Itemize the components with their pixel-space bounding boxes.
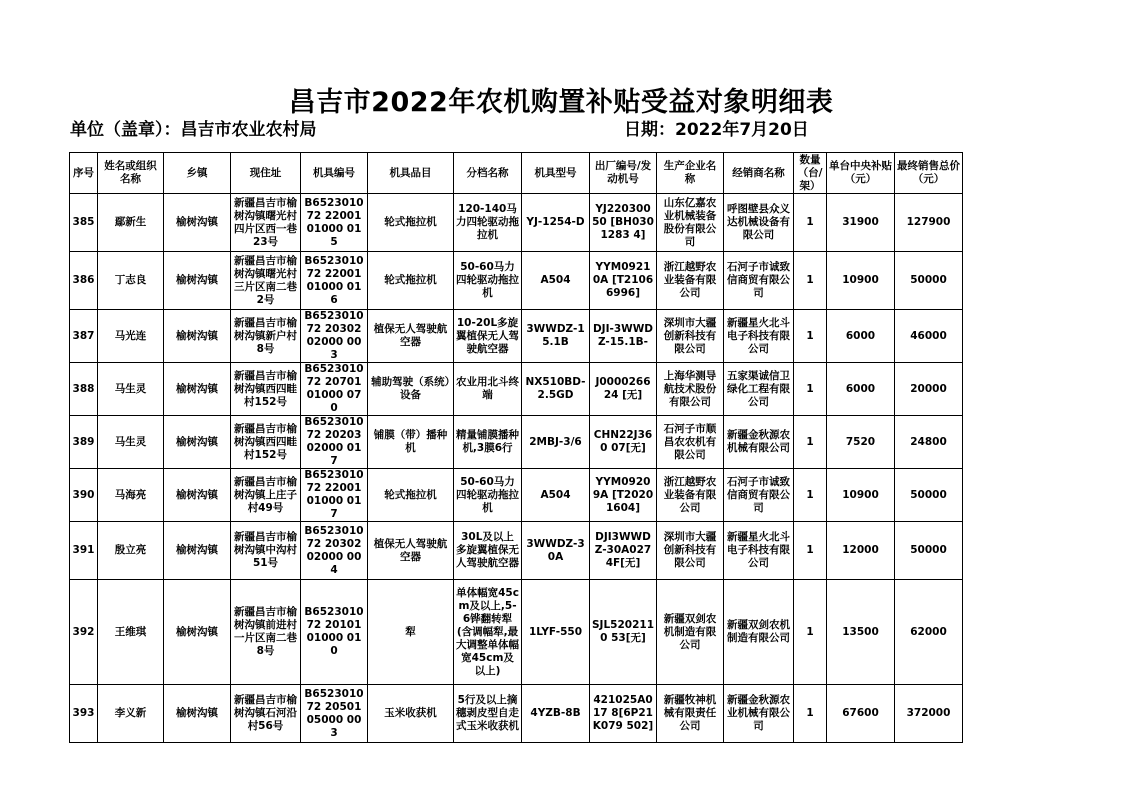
table-cell: 新疆星火北斗电子科技有限公司 bbox=[724, 522, 794, 580]
table-cell: 10900 bbox=[827, 252, 895, 310]
table-cell: 榆树沟镇 bbox=[164, 252, 231, 310]
table-cell: 50000 bbox=[895, 469, 963, 522]
table-cell: 石河子市诚致信商贸有限公司 bbox=[724, 469, 794, 522]
table-cell: 石河子市顺昌农农机有限公司 bbox=[657, 416, 724, 469]
table-row bbox=[70, 310, 963, 363]
table-cell: 单体幅宽45cm及以上,5-6铧翻转犁(含调幅犁,最大调整单体幅宽45cm及以上) bbox=[454, 580, 522, 685]
table-cell: 榆树沟镇 bbox=[164, 416, 231, 469]
table-cell: 轮式拖拉机 bbox=[368, 252, 454, 310]
table-row bbox=[70, 194, 963, 252]
table-cell: 丁志良 bbox=[98, 252, 164, 310]
table-cell: B652301072 2030202000 004 bbox=[301, 522, 368, 580]
table-cell: 榆树沟镇 bbox=[164, 363, 231, 416]
table-cell: 393 bbox=[70, 685, 98, 743]
table-cell: 榆树沟镇 bbox=[164, 685, 231, 743]
table-cell: 13500 bbox=[827, 580, 895, 685]
table-cell: 新疆昌吉市榆树沟镇石河沿村56号 bbox=[231, 685, 301, 743]
table-cell: 马生灵 bbox=[98, 416, 164, 469]
table-cell: 12000 bbox=[827, 522, 895, 580]
table-cell: 新疆金秋源农业机械有限公司 bbox=[724, 685, 794, 743]
table-row bbox=[70, 580, 963, 685]
table-cell: DJI3WWDZ-30A0274F[无] bbox=[590, 522, 657, 580]
table-cell: 铺膜（带）播种机 bbox=[368, 416, 454, 469]
table-cell: 3WWDZ-30A bbox=[522, 522, 590, 580]
header-cell: 序号 bbox=[70, 153, 98, 194]
header-cell: 出厂编号/发动机号 bbox=[590, 153, 657, 194]
table-cell: 67600 bbox=[827, 685, 895, 743]
table-cell: B652301072 2200101000 015 bbox=[301, 194, 368, 252]
table-cell: 上海华测导航技术股份有限公司 bbox=[657, 363, 724, 416]
table-cell: 4YZB-8B bbox=[522, 685, 590, 743]
table-cell: 62000 bbox=[895, 580, 963, 685]
table-cell: 1 bbox=[794, 469, 827, 522]
table-cell: 50000 bbox=[895, 252, 963, 310]
table-cell: 389 bbox=[70, 416, 98, 469]
table-cell: 新疆昌吉市榆树沟镇前进村一片区南二巷8号 bbox=[231, 580, 301, 685]
table-cell: A504 bbox=[522, 469, 590, 522]
table-cell: 新疆昌吉市榆树沟镇西四畦村152号 bbox=[231, 363, 301, 416]
table-cell: 50000 bbox=[895, 522, 963, 580]
table-cell: 387 bbox=[70, 310, 98, 363]
table-cell: 殷立亮 bbox=[98, 522, 164, 580]
table-cell: B652301072 2070101000 070 bbox=[301, 363, 368, 416]
table-cell: 390 bbox=[70, 469, 98, 522]
table-cell: 新疆双剑农机制造有限公司 bbox=[724, 580, 794, 685]
table-cell: 犁 bbox=[368, 580, 454, 685]
table-cell: YYM09209A [T20201604] bbox=[590, 469, 657, 522]
table-cell: 农业用北斗终端 bbox=[454, 363, 522, 416]
table-cell: J000026624 [无] bbox=[590, 363, 657, 416]
table-cell: 王维琪 bbox=[98, 580, 164, 685]
table-body bbox=[70, 194, 963, 743]
table-row bbox=[70, 469, 963, 522]
table-cell: 浙江越野农业装备有限公司 bbox=[657, 252, 724, 310]
table-cell: 五家渠诚信卫绿化工程有限公司 bbox=[724, 363, 794, 416]
table-row bbox=[70, 252, 963, 310]
table-cell: 372000 bbox=[895, 685, 963, 743]
header-cell: 分档名称 bbox=[454, 153, 522, 194]
table-cell: 新疆昌吉市榆树沟镇中沟村51号 bbox=[231, 522, 301, 580]
table-cell: NX510BD-2.5GD bbox=[522, 363, 590, 416]
table-cell: 马生灵 bbox=[98, 363, 164, 416]
table-cell: 31900 bbox=[827, 194, 895, 252]
table-cell: 辅助驾驶（系统）设备 bbox=[368, 363, 454, 416]
table-cell: 120-140马力四轮驱动拖拉机 bbox=[454, 194, 522, 252]
subsidy-table bbox=[69, 152, 963, 743]
table-row bbox=[70, 416, 963, 469]
table-cell: 1 bbox=[794, 416, 827, 469]
table-cell: 2MBJ-3/6 bbox=[522, 416, 590, 469]
table-cell: 24800 bbox=[895, 416, 963, 469]
table-cell: 50-60马力四轮驱动拖拉机 bbox=[454, 252, 522, 310]
table-cell: 385 bbox=[70, 194, 98, 252]
table-row bbox=[70, 685, 963, 743]
table-cell: 植保无人驾驶航空器 bbox=[368, 310, 454, 363]
header-cell: 机具编号 bbox=[301, 153, 368, 194]
table-cell: 山东亿嘉农业机械装备股份有限公司 bbox=[657, 194, 724, 252]
table-row bbox=[70, 363, 963, 416]
table-cell: 6000 bbox=[827, 363, 895, 416]
header-cell: 单台中央补贴（元） bbox=[827, 153, 895, 194]
table-cell: 植保无人驾驶航空器 bbox=[368, 522, 454, 580]
table-cell: 30L及以上多旋翼植保无人驾驶航空器 bbox=[454, 522, 522, 580]
header-cell: 姓名或组织名称 bbox=[98, 153, 164, 194]
table-cell: 388 bbox=[70, 363, 98, 416]
table-cell: 深圳市大疆创新科技有限公司 bbox=[657, 522, 724, 580]
table-cell: 石河子市诚致信商贸有限公司 bbox=[724, 252, 794, 310]
table-cell: 3WWDZ-15.1B bbox=[522, 310, 590, 363]
header-cell: 机具品目 bbox=[368, 153, 454, 194]
table-row bbox=[70, 522, 963, 580]
table-cell: 391 bbox=[70, 522, 98, 580]
table-cell: 1 bbox=[794, 310, 827, 363]
table-cell: B652301072 2030202000 003 bbox=[301, 310, 368, 363]
table-cell: B652301072 2050105000 003 bbox=[301, 685, 368, 743]
header-cell: 机具型号 bbox=[522, 153, 590, 194]
header-cell: 经销商名称 bbox=[724, 153, 794, 194]
header-cell: 现住址 bbox=[231, 153, 301, 194]
table-cell: 深圳市大疆创新科技有限公司 bbox=[657, 310, 724, 363]
table-cell: B652301072 2200101000 016 bbox=[301, 252, 368, 310]
header-cell: 生产企业名称 bbox=[657, 153, 724, 194]
unit-label: 单位（盖章）：昌吉市农业农村局 bbox=[70, 120, 317, 140]
table-cell: YYM09210A [T21066996] bbox=[590, 252, 657, 310]
table-cell: 新疆星火北斗电子科技有限公司 bbox=[724, 310, 794, 363]
table-cell: 鄢新生 bbox=[98, 194, 164, 252]
table-cell: A504 bbox=[522, 252, 590, 310]
table-cell: 新疆双剑农机制造有限公司 bbox=[657, 580, 724, 685]
table-cell: 榆树沟镇 bbox=[164, 522, 231, 580]
header-cell: 数量（台/架） bbox=[794, 153, 827, 194]
table-cell: 榆树沟镇 bbox=[164, 310, 231, 363]
table-cell: 50-60马力四轮驱动拖拉机 bbox=[454, 469, 522, 522]
table-cell: 1LYF-550 bbox=[522, 580, 590, 685]
document-title: 昌吉市2022年农机购置补贴受益对象明细表 bbox=[288, 87, 834, 118]
table-cell: 轮式拖拉机 bbox=[368, 194, 454, 252]
table-cell: CHN22J360 07[无] bbox=[590, 416, 657, 469]
table-cell: SJL5202110 53[无] bbox=[590, 580, 657, 685]
table-cell: 马光连 bbox=[98, 310, 164, 363]
date-label: 日期：2022年7月20日 bbox=[624, 120, 809, 140]
table-cell: 7520 bbox=[827, 416, 895, 469]
table-cell: 马海亮 bbox=[98, 469, 164, 522]
table-cell: 1 bbox=[794, 252, 827, 310]
table-cell: YJ-1254-D bbox=[522, 194, 590, 252]
table-cell: 1 bbox=[794, 685, 827, 743]
table-cell: 1 bbox=[794, 522, 827, 580]
header-cell: 最终销售总价（元） bbox=[895, 153, 963, 194]
table-cell: 玉米收获机 bbox=[368, 685, 454, 743]
table-cell: 386 bbox=[70, 252, 98, 310]
table-cell: 421025A017 8[6P21K079 502] bbox=[590, 685, 657, 743]
table-cell: B652301072 2200101000 017 bbox=[301, 469, 368, 522]
table-cell: 1 bbox=[794, 363, 827, 416]
table-cell: 1 bbox=[794, 580, 827, 685]
table-cell: 新疆昌吉市榆树沟镇西四畦村152号 bbox=[231, 416, 301, 469]
table-cell: 新疆金秋源农机械有限公司 bbox=[724, 416, 794, 469]
table-cell: 精量铺膜播种机,3膜6行 bbox=[454, 416, 522, 469]
table-cell: 新疆昌吉市榆树沟镇上庄子村49号 bbox=[231, 469, 301, 522]
table-cell: 6000 bbox=[827, 310, 895, 363]
table-cell: DJI-3WWDZ-15.1B- bbox=[590, 310, 657, 363]
table-cell: 榆树沟镇 bbox=[164, 194, 231, 252]
table-cell: YJ22030050 [BH0301283 4] bbox=[590, 194, 657, 252]
table-cell: 新疆昌吉市榆树沟镇新户村8号 bbox=[231, 310, 301, 363]
table-cell: 轮式拖拉机 bbox=[368, 469, 454, 522]
table-cell: 榆树沟镇 bbox=[164, 469, 231, 522]
table-cell: 浙江越野农业装备有限公司 bbox=[657, 469, 724, 522]
table-cell: 新疆昌吉市榆树沟镇曙光村三片区南二巷2号 bbox=[231, 252, 301, 310]
table-cell: 10900 bbox=[827, 469, 895, 522]
table-cell: 李义新 bbox=[98, 685, 164, 743]
table-cell: B652301072 2020302000 017 bbox=[301, 416, 368, 469]
table-cell: 20000 bbox=[895, 363, 963, 416]
table-cell: 1 bbox=[794, 194, 827, 252]
header-cell: 乡镇 bbox=[164, 153, 231, 194]
table-cell: 10-20L多旋翼植保无人驾驶航空器 bbox=[454, 310, 522, 363]
table-cell: 呼图壁县众义达机械设备有限公司 bbox=[724, 194, 794, 252]
table-cell: 新疆牧神机械有限责任公司 bbox=[657, 685, 724, 743]
table-cell: 46000 bbox=[895, 310, 963, 363]
table-cell: B652301072 2010101000 010 bbox=[301, 580, 368, 685]
header-row bbox=[70, 153, 963, 194]
table-cell: 榆树沟镇 bbox=[164, 580, 231, 685]
table-cell: 392 bbox=[70, 580, 98, 685]
table-cell: 5行及以上摘穗剥皮型自走式玉米收获机 bbox=[454, 685, 522, 743]
table-cell: 新疆昌吉市榆树沟镇曙光村四片区西一巷23号 bbox=[231, 194, 301, 252]
table-cell: 127900 bbox=[895, 194, 963, 252]
